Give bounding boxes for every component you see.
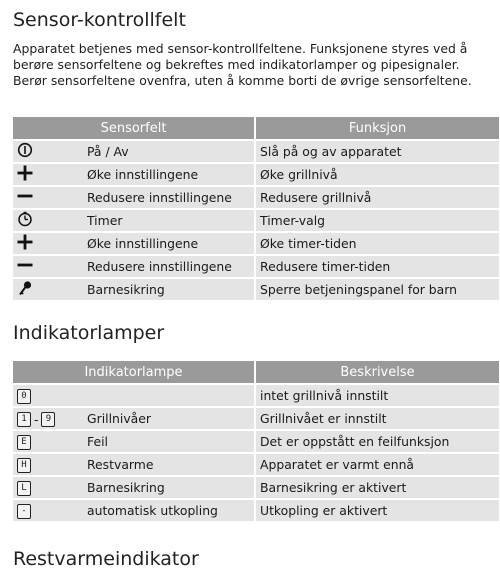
display-symbol-icon: 1 [17, 412, 31, 427]
sensor-name: Redusere innstillingene [81, 187, 256, 210]
intro-paragraph-2: Berør sensorfeltene ovenfra, uten å komme borti de øvrige sensorfeltene. [13, 73, 472, 88]
header-sensorfelt: Sensorfelt [13, 117, 256, 141]
indicator-name: Barnesikring [81, 477, 256, 500]
display-symbol-icon: E [17, 435, 31, 450]
minus-icon [17, 257, 33, 276]
header-beskrivelse: Beskrivelse [256, 361, 499, 385]
indicator-name: Feil [81, 431, 256, 454]
table-row [13, 454, 499, 477]
section-title-residual-heat: Restvarmeindikator [13, 548, 199, 570]
header-funksjon: Funksjon [256, 117, 499, 141]
table-row [13, 500, 499, 523]
key-icon [17, 280, 33, 299]
sensor-function: Timer-valg [256, 210, 499, 233]
sensor-function: Øke grillnivå [256, 164, 499, 187]
table-row [13, 256, 499, 279]
table-row [13, 210, 499, 233]
sensor-function: Slå på og av apparatet [256, 141, 499, 164]
sensor-name: Øke innstillingene [81, 164, 256, 187]
table-row [13, 279, 499, 302]
indicator-name: Grillnivåer [81, 408, 256, 431]
intro-text [13, 41, 497, 89]
sensor-name: På / Av [81, 141, 256, 164]
indicator-description: Grillnivået er innstilt [256, 408, 499, 431]
indicator-name: automatisk utkopling [81, 500, 256, 523]
range-dash: - [34, 411, 39, 427]
indicator-table-header-row [13, 361, 499, 385]
indicator-description: Det er oppstått en feilfunksjon [256, 431, 499, 454]
sensor-table-header-row [13, 117, 499, 141]
sensor-function: Redusere timer-tiden [256, 256, 499, 279]
indicator-description: intet grillnivå innstilt [256, 385, 499, 408]
section-title-indicator: Indikatorlamper [13, 322, 165, 344]
indicator-description: Apparatet er varmt ennå [256, 454, 499, 477]
sensor-function: Øke timer-tiden [256, 233, 499, 256]
display-symbol-icon: L [17, 481, 31, 496]
table-row [13, 408, 499, 431]
table-row [13, 141, 499, 164]
table-row [13, 431, 499, 454]
table-row [13, 477, 499, 500]
plus-icon [17, 165, 33, 184]
indicator-description: Barnesikring er aktivert [256, 477, 499, 500]
indicator-table [13, 361, 499, 523]
table-row [13, 164, 499, 187]
timer-icon [17, 211, 33, 230]
indicator-description: Utkopling er aktivert [256, 500, 499, 523]
sensor-table [13, 117, 499, 302]
display-symbol-icon: 0 [17, 389, 31, 404]
indicator-name [81, 385, 256, 408]
sensor-name: Øke innstillingene [81, 233, 256, 256]
table-row [13, 385, 499, 408]
sensor-name: Timer [81, 210, 256, 233]
display-symbol-icon: - [17, 504, 31, 519]
intro-paragraph-1: Apparatet betjenes med sensor-kontrollfeltene. Funksjonene styres ved å berøre sensorfeltene og bekreftes med indikatorlamper og pipesignaler. [13, 41, 468, 72]
sensor-name: Redusere innstillingene [81, 256, 256, 279]
table-row [13, 187, 499, 210]
indicator-name: Restvarme [81, 454, 256, 477]
sensor-name: Barnesikring [81, 279, 256, 302]
power-icon [17, 142, 33, 161]
display-symbol-icon: H [17, 458, 31, 473]
header-indikatorlampe: Indikatorlampe [13, 361, 256, 385]
section-title-sensor: Sensor-kontrollfelt [13, 9, 186, 31]
table-row [13, 233, 499, 256]
display-symbol-icon: 9 [41, 412, 55, 427]
minus-icon [17, 188, 33, 207]
sensor-function: Sperre betjeningspanel for barn [256, 279, 499, 302]
sensor-function: Redusere grillnivå [256, 187, 499, 210]
plus-icon [17, 234, 33, 253]
